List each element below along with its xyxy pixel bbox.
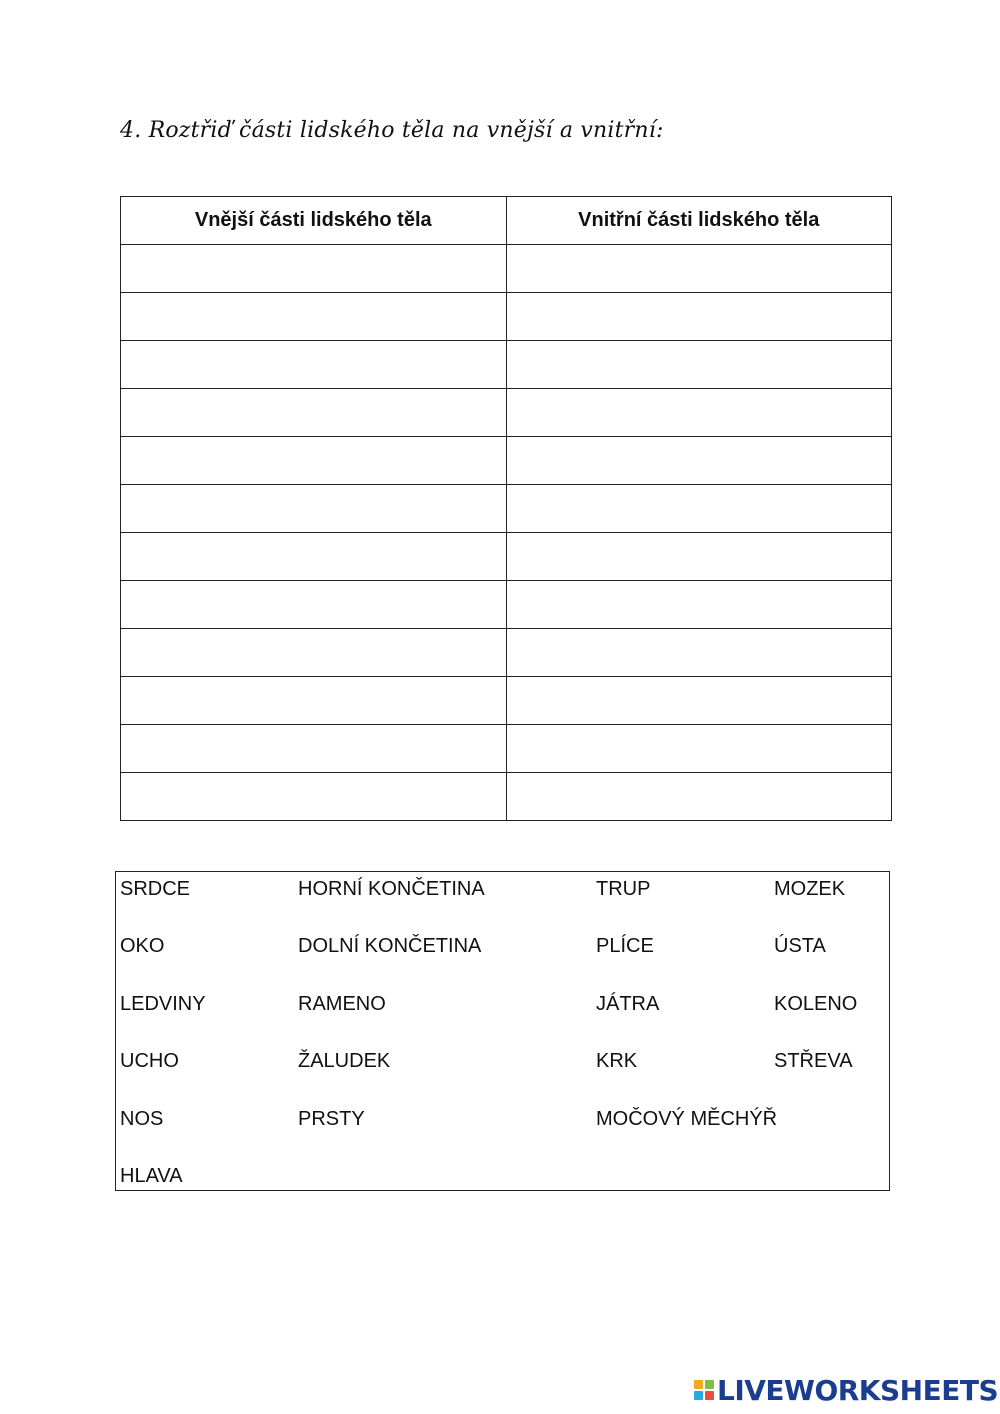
word-bank-item[interactable]: KRK (596, 1050, 638, 1072)
logo-text: LIVEWORKSHEETS (717, 1373, 999, 1407)
liveworksheets-logo (694, 1373, 998, 1407)
word-bank-item[interactable]: ŽALUDEK (298, 1050, 391, 1072)
internal-cell[interactable] (506, 437, 892, 485)
logo-square (705, 1380, 714, 1389)
external-cell[interactable] (121, 293, 507, 341)
word-bank-item[interactable]: MOZEK (774, 878, 846, 900)
internal-cell[interactable] (506, 293, 892, 341)
word-bank-item[interactable]: SRDCE (120, 878, 191, 900)
internal-cell[interactable] (506, 773, 892, 821)
external-cell[interactable] (121, 389, 507, 437)
table-row (121, 533, 892, 581)
external-cell[interactable] (121, 629, 507, 677)
word-bank-item[interactable]: UCHO (120, 1050, 179, 1072)
word-bank-item[interactable]: JÁTRA (596, 993, 660, 1015)
table-row (121, 293, 892, 341)
logo-mark-icon (694, 1380, 714, 1400)
external-cell[interactable] (121, 485, 507, 533)
word-bank-item[interactable]: NOS (120, 1108, 164, 1130)
word-bank-item[interactable]: ÚSTA (774, 935, 826, 957)
header-internal: Vnitřní části lidského těla (506, 197, 892, 245)
word-bank-item[interactable]: LEDVINY (120, 993, 206, 1015)
external-cell[interactable] (121, 725, 507, 773)
table-row (121, 725, 892, 773)
external-cell[interactable] (121, 245, 507, 293)
word-bank-item[interactable]: HORNÍ KONČETINA (298, 878, 485, 900)
sorting-table (120, 196, 892, 821)
word-bank-item[interactable]: PLÍCE (596, 935, 654, 957)
table-row (121, 677, 892, 725)
internal-cell[interactable] (506, 725, 892, 773)
internal-cell[interactable] (506, 341, 892, 389)
logo-square (694, 1391, 703, 1400)
task-title: 4. Roztřiď části lidského těla na vnější a vnitřní: (120, 118, 664, 143)
table-row (121, 389, 892, 437)
logo-square (705, 1391, 714, 1400)
internal-cell[interactable] (506, 581, 892, 629)
word-bank (115, 871, 890, 1191)
table-row (121, 245, 892, 293)
table-row (121, 437, 892, 485)
table-row (121, 581, 892, 629)
table-header-row (121, 197, 892, 245)
header-external: Vnější části lidského těla (121, 197, 507, 245)
internal-cell[interactable] (506, 677, 892, 725)
internal-cell[interactable] (506, 245, 892, 293)
table-row (121, 773, 892, 821)
external-cell[interactable] (121, 773, 507, 821)
word-bank-item[interactable]: TRUP (596, 878, 651, 900)
word-bank-item[interactable]: MOČOVÝ MĚCHÝŘ (596, 1108, 778, 1130)
word-bank-item[interactable]: PRSTY (298, 1108, 365, 1130)
external-cell[interactable] (121, 533, 507, 581)
internal-cell[interactable] (506, 389, 892, 437)
word-bank-item[interactable]: DOLNÍ KONČETINA (298, 935, 482, 957)
word-bank-item[interactable]: KOLENO (774, 993, 858, 1015)
word-bank-item[interactable]: OKO (120, 935, 165, 957)
external-cell[interactable] (121, 677, 507, 725)
external-cell[interactable] (121, 437, 507, 485)
table-row (121, 629, 892, 677)
word-bank-item[interactable]: STŘEVA (774, 1050, 853, 1072)
table-body (121, 245, 892, 821)
table-row (121, 341, 892, 389)
external-cell[interactable] (121, 341, 507, 389)
external-cell[interactable] (121, 581, 507, 629)
table-row (121, 485, 892, 533)
logo-square (694, 1380, 703, 1389)
internal-cell[interactable] (506, 533, 892, 581)
internal-cell[interactable] (506, 485, 892, 533)
internal-cell[interactable] (506, 629, 892, 677)
word-bank-item[interactable]: RAMENO (298, 993, 386, 1015)
word-bank-item[interactable]: HLAVA (120, 1165, 183, 1187)
